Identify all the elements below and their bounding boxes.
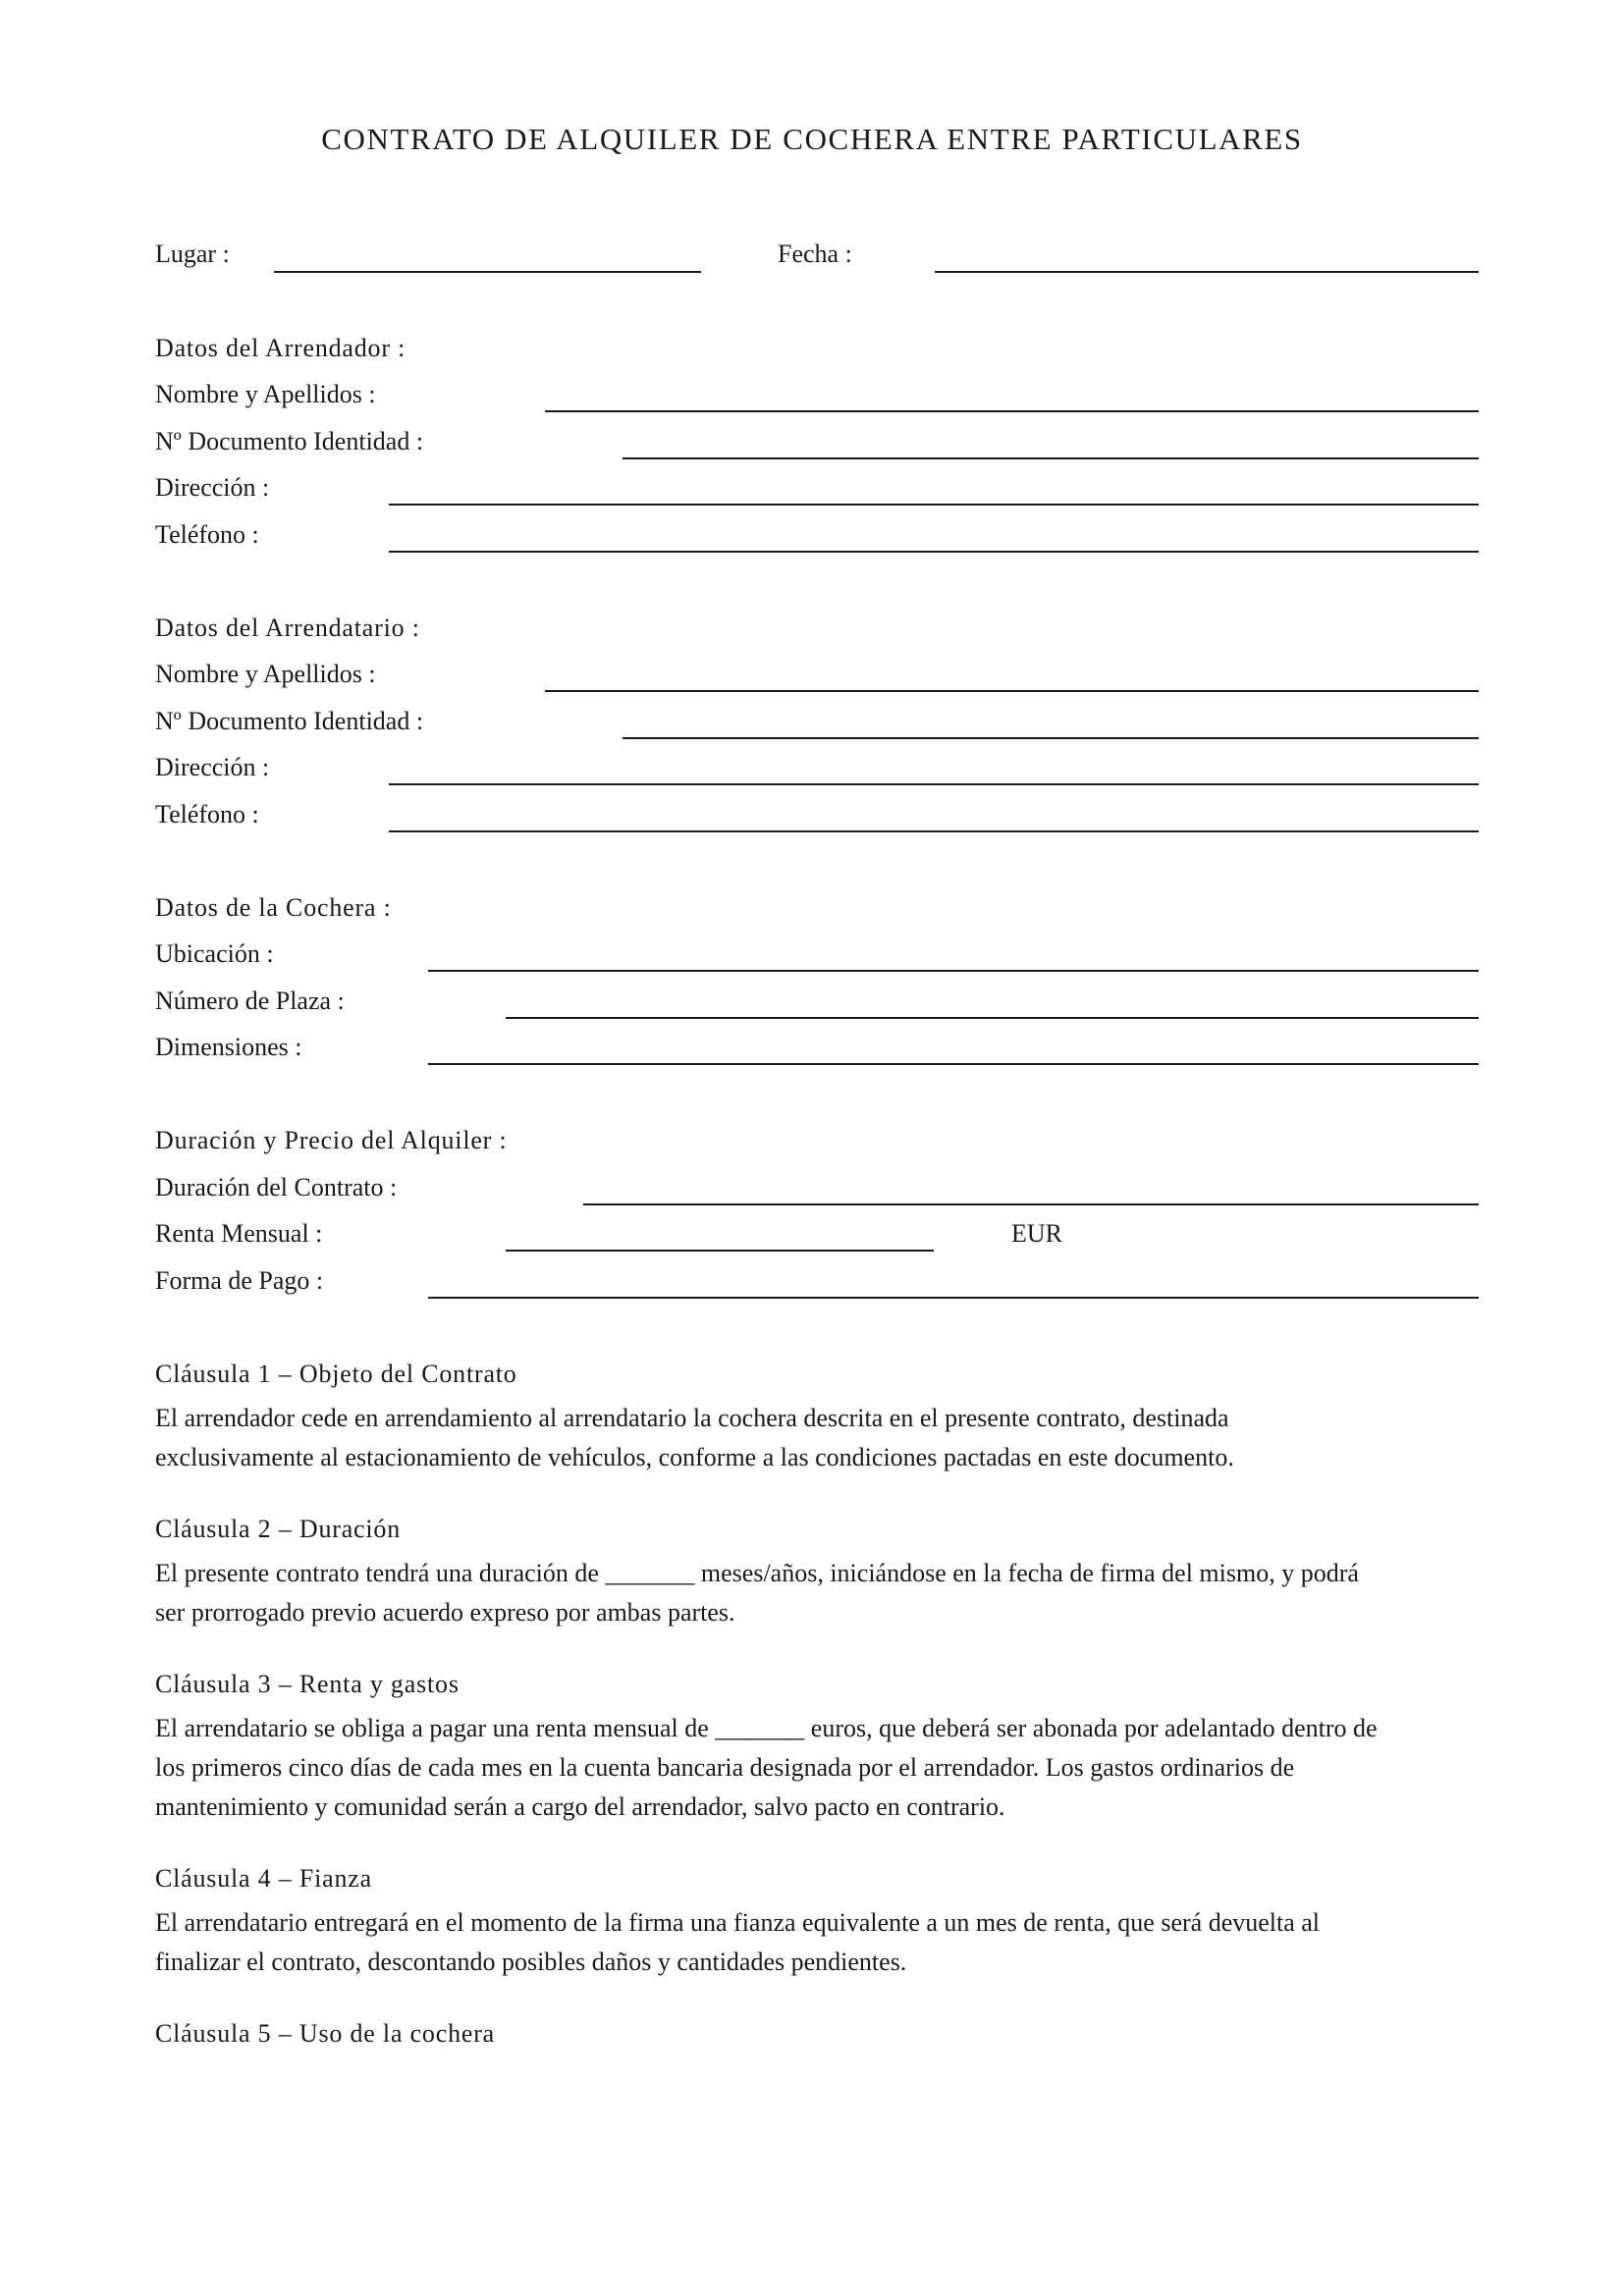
tenant-id-label: Nº Documento Identidad : xyxy=(155,707,424,735)
tenant-address-label: Dirección : xyxy=(155,753,270,781)
landlord-id-label: Nº Documento Identidad : xyxy=(155,427,424,455)
clause-3-text xyxy=(155,1709,1481,1827)
clause-4-title: Cláusula 4 – Fianza xyxy=(155,1864,372,1893)
landlord-id-field[interactable] xyxy=(623,457,1479,459)
rent-heading: Duración y Precio del Alquiler : xyxy=(155,1126,508,1154)
rent-duration-label: Duración del Contrato : xyxy=(155,1173,398,1201)
garage-location-field[interactable] xyxy=(428,970,1479,972)
clause-3-line-1: El arrendatario se obliga a pagar una renta mensual de _______ euros, que deberá ser abonada por adelantado dentro de xyxy=(155,1714,1378,1742)
landlord-phone-field[interactable] xyxy=(389,551,1479,553)
clause-1-title: Cláusula 1 – Objeto del Contrato xyxy=(155,1360,517,1388)
rent-duration-field[interactable] xyxy=(583,1203,1479,1205)
clause-3-title: Cláusula 3 – Renta y gastos xyxy=(155,1670,460,1698)
rent-currency: EUR xyxy=(1011,1219,1062,1248)
tenant-name-field[interactable] xyxy=(545,690,1479,692)
rent-monthly-label: Renta Mensual : xyxy=(155,1219,323,1248)
clause-1-line-2: exclusivamente al estacionamiento de vehículos, conforme a las condiciones pactadas en este documento. xyxy=(155,1443,1234,1471)
clause-5-title: Cláusula 5 – Uso de la cochera xyxy=(155,2019,496,2048)
garage-dimensions-field[interactable] xyxy=(428,1063,1479,1065)
landlord-phone-label: Teléfono : xyxy=(155,520,259,549)
clause-1-text xyxy=(155,1399,1481,1477)
clause-4-line-1: El arrendatario entregará en el momento de la firma una fianza equivalente a un mes de renta, que será devuelta al xyxy=(155,1908,1321,1937)
tenant-heading: Datos del Arrendatario : xyxy=(155,614,420,642)
clause-3-line-2: los primeros cinco días de cada mes en la cuenta bancaria designada por el arrendador. Los gastos ordinarios de xyxy=(155,1753,1295,1782)
landlord-name-label: Nombre y Apellidos : xyxy=(155,380,376,408)
tenant-address-field[interactable] xyxy=(389,783,1479,785)
tenant-name-label: Nombre y Apellidos : xyxy=(155,660,376,688)
clause-2-title: Cláusula 2 – Duración xyxy=(155,1515,402,1543)
clause-2-text xyxy=(155,1554,1481,1632)
place-field[interactable] xyxy=(274,271,701,273)
document-title: CONTRATO DE ALQUILER DE COCHERA ENTRE PARTICULARES xyxy=(321,122,1303,156)
landlord-name-field[interactable] xyxy=(545,410,1479,412)
clause-4-line-2: finalizar el contrato, descontando posibles daños y cantidades pendientes. xyxy=(155,1948,907,1976)
garage-heading: Datos de la Cochera : xyxy=(155,893,392,922)
landlord-address-label: Dirección : xyxy=(155,473,270,502)
rent-monthly-field[interactable] xyxy=(506,1250,934,1252)
rent-payment-label: Forma de Pago : xyxy=(155,1266,324,1295)
rent-payment-field[interactable] xyxy=(428,1297,1479,1299)
landlord-heading: Datos del Arrendador : xyxy=(155,334,406,362)
clause-2-line-2: ser prorrogado previo acuerdo expreso por ambas partes. xyxy=(155,1598,735,1627)
clause-4-text xyxy=(155,1903,1481,1982)
clause-2-line-1: El presente contrato tendrá una duración de _______ meses/años, iniciándose en la fecha de firma del mismo, y podrá xyxy=(155,1559,1359,1587)
clause-3-line-3: mantenimiento y comunidad serán a cargo del arrendador, salvo pacto en contrario. xyxy=(155,1792,1005,1821)
date-label: Fecha : xyxy=(778,240,852,268)
garage-spot-field[interactable] xyxy=(506,1017,1479,1019)
garage-spot-label: Número de Plaza : xyxy=(155,987,345,1015)
garage-location-label: Ubicación : xyxy=(155,939,274,968)
date-field[interactable] xyxy=(935,271,1479,273)
tenant-phone-field[interactable] xyxy=(389,830,1479,832)
tenant-phone-label: Teléfono : xyxy=(155,800,259,828)
garage-dimensions-label: Dimensiones : xyxy=(155,1033,302,1061)
landlord-address-field[interactable] xyxy=(389,504,1479,506)
place-label: Lugar : xyxy=(155,240,230,268)
tenant-id-field[interactable] xyxy=(623,737,1479,739)
clause-1-line-1: El arrendador cede en arrendamiento al arrendatario la cochera descrita en el presente contrato, destinada xyxy=(155,1404,1229,1432)
